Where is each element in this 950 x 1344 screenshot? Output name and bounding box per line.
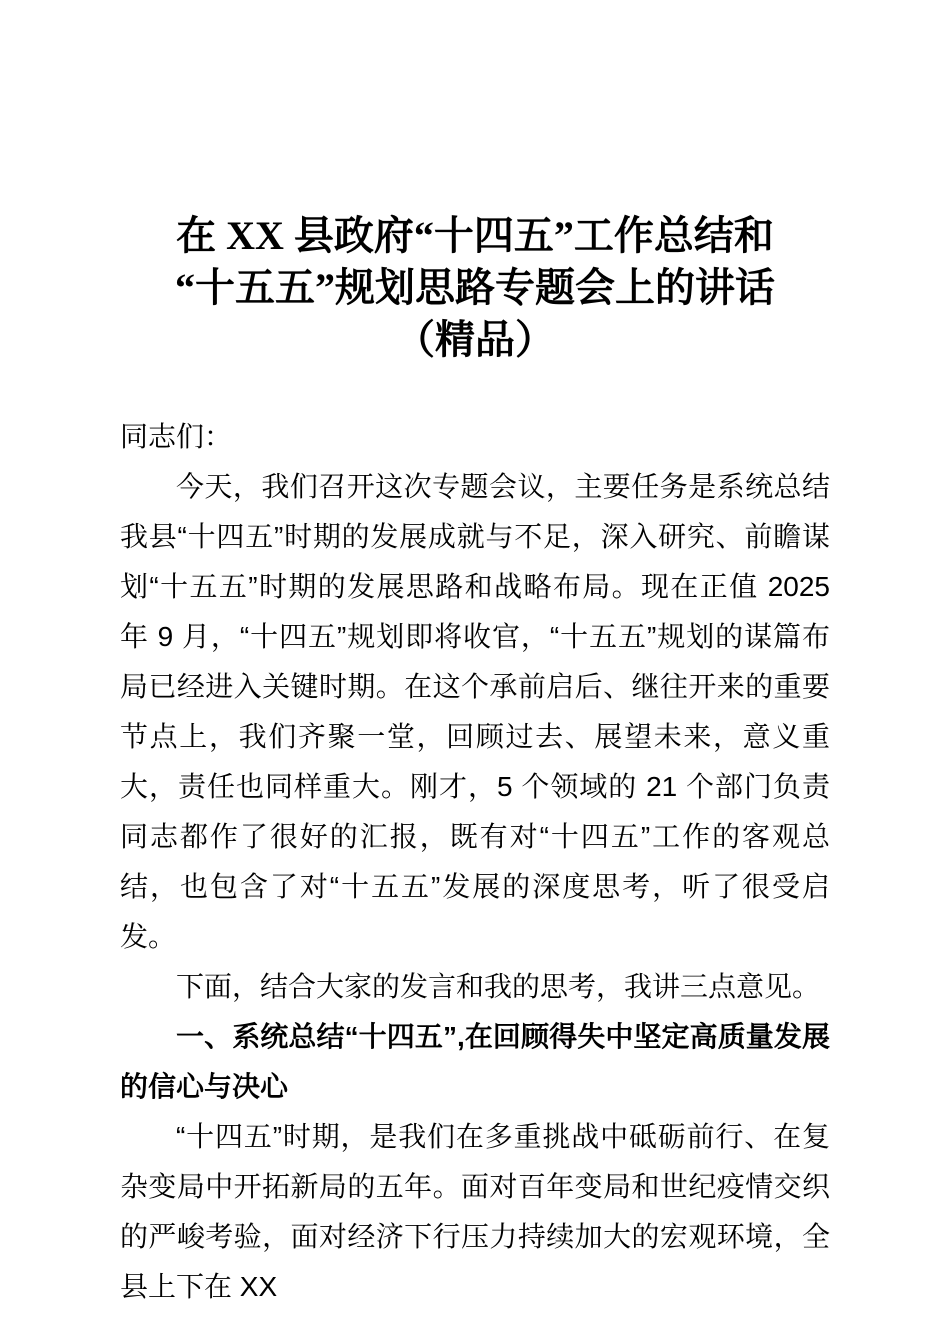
paragraph-4: 一、系统总结“十四五”,在回顾得失中坚定高质量发展的信心与决心 [120, 1020, 830, 1102]
paragraph-3: 下面，结合大家的发言和我的思考，我讲三点意见。 [176, 970, 821, 1002]
document-title [120, 210, 830, 366]
document-body [120, 412, 830, 1312]
paragraph-2: 今天，我们召开这次专题会议，主要任务是系统总结我县“十四五”时期的发展成就与不足，深入研究、前瞻谋划“十五五”时期的发展思路和战略布局。现在正值 2025 年 9 月，“十四五”规划即将收官，“十五五”规划的谋篇布局已经进入关键时期。在这个承前启后、继往开来的重要节点上，我们齐聚一堂，回顾过去、展望未来，意义重大，责任也同样重大。刚才，5 个领域的 21 个部门负责同志都作了很好的汇报，既有对“十四五”工作的客观总结，也包含了对“十五五”发展的深度思考，听了很受启发。 [120, 470, 830, 952]
document-title-line-1: 在 XX 县政府“十四五”工作总结和 [176, 212, 774, 258]
paragraph-1: 同志们： [120, 420, 233, 452]
document-title-line-3: （精品） [395, 316, 555, 362]
paragraph-5: “十四五”时期，是我们在多重挑战中砥砺前行、在复杂变局中开拓新局的五年。面对百年变局和世纪疫情交织的严峻考验，面对经济下行压力持续加大的宏观环境，全县上下在 XX [120, 1120, 830, 1302]
document-title-line-2: “十五五”规划思路专题会上的讲话 [175, 264, 775, 310]
